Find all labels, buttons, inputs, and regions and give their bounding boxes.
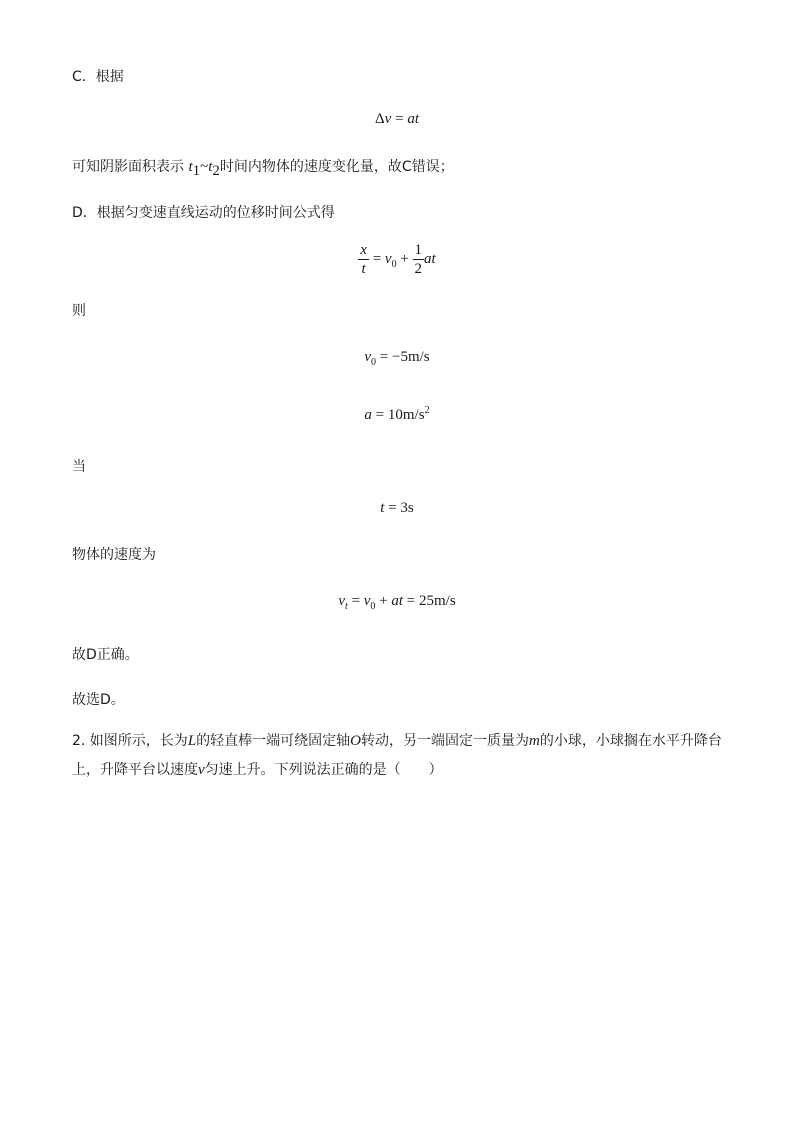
eq1-v: v: [384, 111, 392, 127]
eq6-rhs: = 25m/s: [403, 593, 456, 609]
question-part3: 转动，另一端固定一质量为: [361, 733, 529, 749]
when-label: 当: [72, 459, 86, 475]
equation-v0: [0, 349, 794, 368]
eq4-sup: 2: [424, 405, 430, 416]
eq6-plus: +: [375, 593, 392, 609]
eq3-v: v: [364, 349, 372, 365]
eq4-rhs: = 10m/s: [371, 407, 425, 423]
c-sep: ~: [200, 159, 209, 175]
eq3-sub: 0: [371, 357, 377, 368]
eq1-delta: Δ: [375, 111, 385, 127]
question-part1: 如图所示，长为: [85, 733, 188, 749]
eq2-sub: 0: [391, 258, 397, 270]
question-L: L: [187, 733, 197, 749]
c-sub1: 1: [192, 162, 201, 179]
eq2-num: x: [360, 242, 367, 258]
equation-time: [0, 500, 794, 517]
question-part2: 的轻直棒一端可绕固定轴: [196, 733, 351, 749]
option-c-conclusion: [72, 156, 454, 180]
c-t1: t: [188, 159, 193, 175]
option-c-label: C．根据: [72, 69, 124, 85]
eq2-rhs: at: [424, 250, 436, 267]
eq2-frac-half: [413, 241, 425, 278]
eq6-eq: =: [347, 593, 364, 609]
equation-displacement: [0, 241, 794, 278]
question-part4: 的小球，小球搁在水平升降台上，升降平台以速度: [72, 733, 722, 778]
eq2-plus: +: [396, 250, 413, 267]
eq2-frac-xt: [358, 241, 369, 278]
eq5-rhs: = 3s: [384, 500, 414, 516]
question-v: v: [198, 762, 205, 778]
eq6-at: at: [391, 593, 404, 609]
equation-delta-v: [0, 111, 794, 128]
choose-line: 故选D。: [72, 692, 125, 708]
question-m: m: [529, 733, 540, 749]
equation-acceleration: [0, 405, 794, 424]
equation-final-velocity: [0, 593, 794, 612]
d-correct-line: 故D正确。: [72, 647, 139, 663]
eq1-rhs: at: [407, 111, 419, 127]
question-O: O: [350, 733, 361, 749]
question-number: 2.: [72, 733, 86, 749]
question-2: [72, 727, 722, 785]
eq6-sub: t: [344, 601, 348, 612]
c-conclusion-pre: 可知阴影面积表示: [72, 159, 184, 175]
eq1-eq: =: [391, 111, 408, 127]
eq4-a: a: [364, 407, 372, 423]
option-d-label: D．根据匀变速直线运动的位移时间公式得: [72, 205, 335, 221]
eq2-den: t: [361, 261, 366, 277]
eq2-eq: =: [368, 250, 385, 267]
velocity-label: 物体的速度为: [72, 547, 156, 563]
c-t2: t: [208, 159, 213, 175]
c-conclusion-post: 时间内物体的速度变化量，故C错误；: [219, 159, 454, 175]
eq2-frac-num: 1: [414, 242, 423, 258]
question-part5: 匀速上升。下列说法正确的是（ ）: [204, 762, 443, 778]
eq6-v: v: [338, 593, 345, 609]
eq2-frac-den: 2: [414, 261, 423, 277]
eq6-v0: v: [363, 593, 371, 609]
eq2-v: v: [384, 250, 392, 267]
eq6-sub0: 0: [370, 601, 376, 612]
c-sub2: 2: [212, 162, 220, 179]
then-label: 则: [72, 303, 86, 319]
eq3-rhs: = −5m/s: [376, 349, 430, 365]
eq5-t: t: [380, 500, 385, 516]
